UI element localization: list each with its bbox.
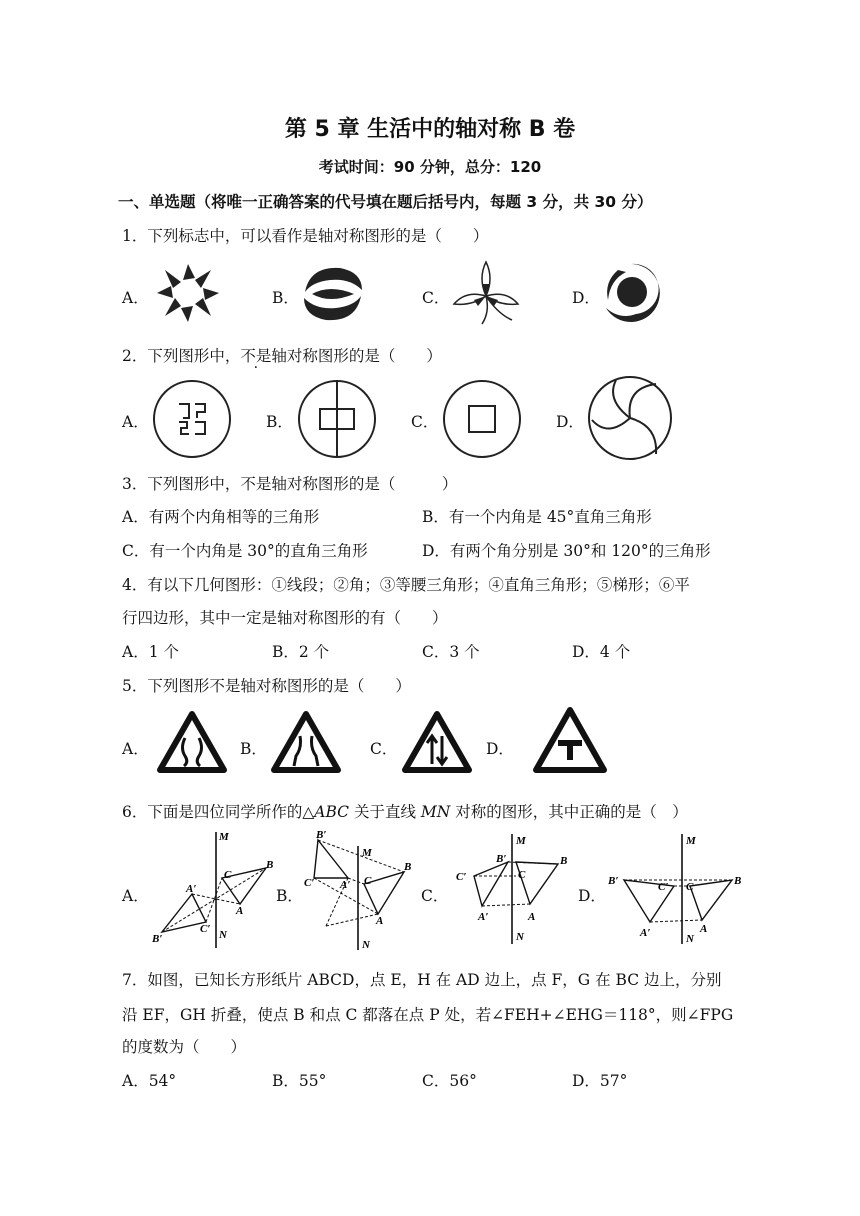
page-title: 第 5 章 生活中的轴对称 B 卷: [284, 117, 576, 142]
q7-option-d: D．57°: [572, 1072, 628, 1090]
question-7-line1: 7．如图，已知长方形纸片 ABCD，点 E，H 在 AD 边上，点 F，G 在 BC 边上，分别: [122, 971, 722, 989]
question-7-line2: 沿 EF，GH 折叠，使点 B 和点 C 都落在点 P 处，若∠FEH+∠EHG＝118°，则∠FPG: [122, 1006, 734, 1024]
label-m: M: [219, 831, 229, 843]
q6-option-c: C．: [421, 887, 449, 905]
road-sign-b-icon: [270, 710, 342, 774]
label-m: M: [362, 847, 372, 859]
question-5: 5．下列图形不是轴对称图形的是（ ）: [122, 677, 411, 695]
road-sign-d-icon: [532, 706, 608, 774]
q5-option-d: D．: [486, 740, 514, 758]
question-4-line1: 4．有以下几何图形：①线段；②角；③等腰三角形；④直角三角形；⑤梯形；⑥平: [122, 576, 690, 594]
logo-b-ring-icon: [300, 264, 366, 324]
q1-option-a: A．: [122, 289, 149, 307]
q6-option-a: A．: [122, 887, 149, 905]
road-sign-a-icon: [156, 710, 228, 774]
label-b1: B′: [608, 875, 619, 887]
question-2: 2．下列图形中，不是轴对称图形的是（ ）: [122, 347, 442, 365]
q6-diagram-a: [152, 828, 280, 950]
label-b1: B′: [316, 829, 327, 841]
q2-option-c: C．: [411, 413, 439, 431]
label-b1: B′: [496, 853, 507, 865]
q6-diagram-d: [606, 832, 756, 946]
label-a1: A′: [478, 911, 489, 923]
label-n: N: [516, 931, 524, 943]
label-a: A: [700, 923, 708, 935]
q2-option-d: D．: [556, 413, 584, 431]
logo-c-leaves-icon: [452, 260, 520, 326]
q3-option-a: A．有两个内角相等的三角形: [122, 508, 320, 526]
label-n: N: [686, 933, 694, 945]
question-1: 1．下列标志中，可以看作是轴对称图形的是（ ）: [122, 227, 489, 245]
q7-option-b: B．55°: [272, 1072, 327, 1090]
q6-option-b: B．: [276, 887, 303, 905]
q1-option-c: C．: [422, 289, 450, 307]
q5-option-b: B．: [240, 740, 267, 758]
label-c1: C′: [200, 923, 211, 935]
label-c1: C′: [304, 877, 315, 889]
label-b: B: [560, 855, 568, 867]
circle-pattern-a-icon: [151, 378, 233, 460]
q4-option-c: C．3 个: [422, 643, 480, 661]
q1-option-d: D．: [572, 289, 600, 307]
question-7-line3: 的度数为（ ）: [122, 1038, 247, 1056]
section-heading: 一、单选题（将唯一正确答案的代号填在题后括号内，每题 3 分，共 30 分）: [118, 193, 653, 211]
q6-diagram-b: [300, 826, 418, 952]
label-m: M: [686, 835, 696, 847]
label-c: C: [686, 881, 694, 893]
label-n: N: [219, 929, 227, 941]
question-6: 6．下面是四位同学所作的△ABC 关于直线 MN 对称的图形，其中正确的是（ ）: [122, 803, 688, 821]
q6-option-d: D．: [578, 887, 606, 905]
label-c: C: [224, 869, 232, 881]
q7-option-c: C．56°: [422, 1072, 477, 1090]
q4-option-a: A．1 个: [122, 643, 179, 661]
label-c1: C′: [456, 871, 467, 883]
q2-option-b: B．: [266, 413, 293, 431]
circle-pattern-d-swirl-icon: [586, 374, 674, 462]
label-a: A: [528, 911, 536, 923]
label-b1: B′: [152, 933, 163, 945]
label-n: N: [362, 939, 370, 951]
label-c1: C′: [658, 881, 669, 893]
q4-option-d: D．4 个: [572, 643, 631, 661]
label-a1: A′: [186, 883, 197, 895]
label-a1: A′: [640, 927, 651, 939]
question-4-line2: 行四边形，其中一定是轴对称图形的有（ ）: [122, 609, 448, 627]
logo-a-star-icon: [155, 262, 221, 324]
road-sign-c-icon: [401, 710, 473, 774]
circle-pattern-b-icon: [296, 378, 378, 460]
label-b: B: [266, 859, 274, 871]
q4-option-b: B．2 个: [272, 643, 330, 661]
label-c: C: [518, 869, 526, 881]
q5-option-c: C．: [370, 740, 398, 758]
exam-info: 考试时间：90 分钟，总分：120: [318, 158, 542, 176]
logo-d-swirl-icon: [600, 262, 662, 324]
label-a: A: [236, 905, 244, 917]
label-b: B: [734, 875, 742, 887]
q6-diagram-c: [450, 832, 578, 946]
q3-option-d: D．有两个角分别是 30°和 120°的三角形: [422, 542, 711, 560]
label-a1: A′: [340, 879, 351, 891]
q1-option-b: B．: [272, 289, 299, 307]
q7-option-a: A．54°: [122, 1072, 177, 1090]
q3-option-c: C．有一个内角是 30°的直角三角形: [122, 542, 368, 560]
label-c: C: [364, 875, 372, 887]
label-a: A: [376, 915, 384, 927]
label-b: B: [404, 861, 412, 873]
circle-pattern-c-icon: [441, 378, 523, 460]
question-3: 3．下列图形中，不是轴对称图形的是（ ）: [122, 475, 458, 493]
q5-option-a: A．: [122, 740, 149, 758]
q3-option-b: B．有一个内角是 45°直角三角形: [422, 508, 652, 526]
label-m: M: [516, 835, 526, 847]
q2-option-a: A．: [122, 413, 149, 431]
